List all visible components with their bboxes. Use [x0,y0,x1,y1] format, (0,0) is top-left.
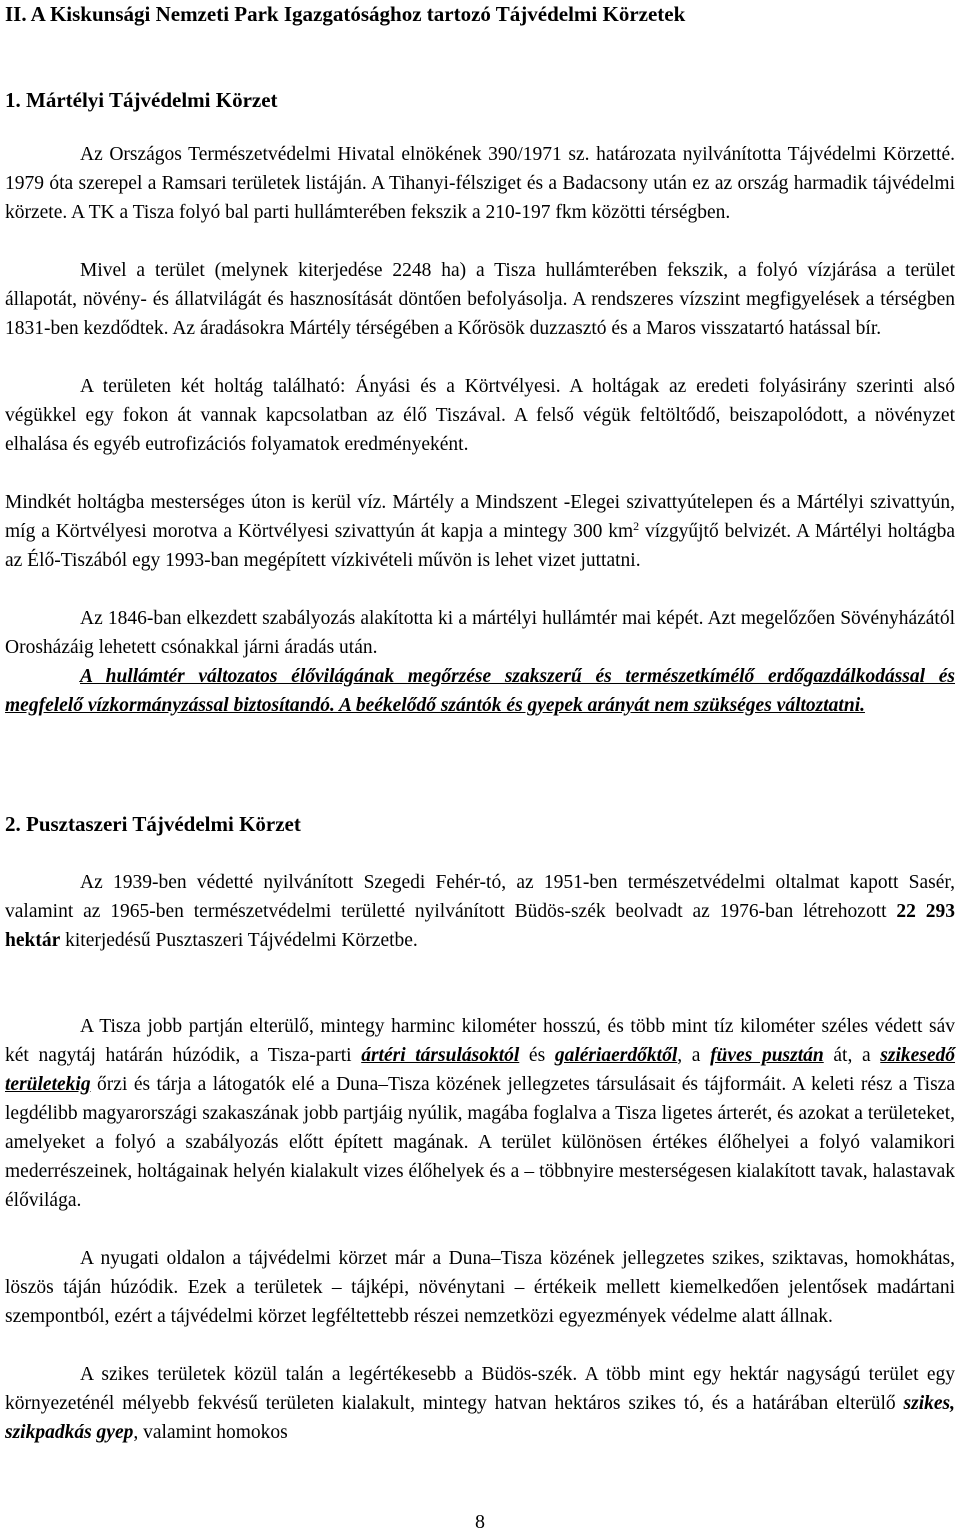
section-2-paragraph-1 [5,868,955,955]
section-1-paragraph-2: Mivel a terület (melynek kiterjedése 2248 ha) a Tisza hullámterében fekszik, a folyó vízjárása a terület állapotát, növény- és állatvilágát és hasznosítását döntően befolyásolja. A rendszeres vízszint megfigyelések a térségben 1831-ben kezdődtek. Az áradásokra Mártély térségében a Kőrösök duzzasztó és a Maros visszatartó hatással bír. [5,260,955,339]
s2p2-text-e: , a [677,1045,711,1066]
section-1-paragraph-4 [5,488,955,575]
section-1-paragraph-3: A területen két holtág található: Ányási és a Körtvélyesi. A holtágak az eredeti folyásirány szerinti alsó végükkel egy fokon át vannak kapcsolatban az élő Tiszával. A felső végük feltöltődő, beiszapolódott, a növényzet elhalása és egyéb eutrofizációs folyamatok eredményeként. [5,376,955,455]
section-1-paragraph-5: Az 1846-ban elkezdett szabályozás alakította ki a mártélyi hullámtér mai képét. Azt megelőzően Sövényházától Orosházáig lehetett csónakkal járni áradás után. [5,608,955,658]
s2p2-text-c: és [519,1045,555,1066]
section-1-title: 1. Mártélyi Tájvédelmi Körzet [5,88,278,112]
s2p2-emph-szikesedo: szikesedő területekig [5,1045,956,1095]
s2p2-text-g: át, a [823,1045,881,1066]
s2p2-emph-fuves: füves pusztán [710,1045,824,1066]
section-2-paragraph-2 [5,1012,955,1215]
s2p1-text-a: Az 1939-ben védetté nyilvánított Szegedi Fehér-tó, az 1951-ben természetvédelmi oltalmat kapott Sasér, valamint az 1965-ben természetvédelmi területté nyilvánított Büdös-szék beolvadt az 1976-ban létrehozott [5,872,955,922]
section-1-paragraph-6: A hullámtér változatos élővilágának megőrzése szakszerű és természetkímélő erdőgazdálkodással és megfelelő vízkormányzással biztosítandó. A beékelődő szántók és gyepek arányát nem szükséges változtatni. [5,666,955,716]
section-1-paragraph-1: Az Országos Természetvédelmi Hivatal elnökének 390/1971 sz. határozata nyilvánította Tájvédelmi Körzetté. 1979 óta szerepel a Ramsari területek listáján. A Tihanyi-félsziget és a Badacsony után ez az ország harmadik tájvédelmi körzete. A TK a Tisza folyó bal parti hullámterében fekszik a 210-197 fkm közötti térségben. [5,144,955,223]
section-2-paragraph-3: A nyugati oldalon a tájvédelmi körzet már a Duna–Tisza közének jellegzetes szikes, sziktavas, homokhátas, löszös táján húzódik. Ezek a területek – tájképi, növénytani – értékeik mellett kiemelkedően jelentősek madártani szempontból, ezért a tájvédelmi körzet legféltettebb részei nemzetközi egyezmények védelme alatt állnak. [5,1248,955,1327]
s2p4-text-c: , valamint homokos [133,1422,288,1443]
page-number: 8 [475,1511,485,1533]
s2p4-emph-szikes: szikes, szikpadkás gyep [5,1393,955,1443]
s2p2-emph-galeria: galériaerdőktől [554,1045,678,1066]
s2p1-area-bold: 22 293 hektár [5,901,955,951]
p4-text-b: vízgyűjtő belvizét. A Mártélyi holtágba az Élő-Tiszából egy 1993-ban megépített vízkivételi művön is lehet vizet juttatni. [5,521,955,571]
s2p4-text-a: A szikes területek közül talán a legértékesebb a Büdös-szék. A több mint egy hektár nagyságú terület egy környezeténél mélyebb fekvésű területen kialakult, mintegy hatvan hektáros szikes tó, és a határában elterülő [5,1364,955,1414]
s2p2-text-i: őrzi és tárja a látogatók elé a Duna–Tisza közének jellegzetes társulásait és tájformáit. A keleti rész a Tisza legdélibb magyarországi szakaszának jobb partjáig nyúlik, magába foglalva a Tisza ligetes árterét, és azokat a területeket, amelyeket a folyó a szabályozás előtt épített magának. A terület különösen értékes élőhelyei a folyó valamikori mederrészeinek, holtágainak helyén kialakult vizes élőhelyek és a – többnyire mesterségesen kialakított tavak, halastavak élővilága. [5,1074,955,1211]
s2p2-text-a: A Tisza jobb partján elterülő, mintegy harminc kilométer hosszú, és több mint tíz kilométer széles védett sáv két nagytáj határán húzódik, a Tisza-parti [5,1016,955,1066]
p4-text-a: Mindkét holtágba mesterséges úton is kerül víz. Mártély a Mindszent -Elegei szivattyútelepen és a Mártélyi szivattyún, míg a Körtvélyesi morotva a Körtvélyesi szivattyún át kapja a mintegy 300 km [5,492,955,542]
section-2-paragraph-4 [5,1360,955,1447]
chapter-heading: II. A Kiskunsági Nemzeti Park Igazgatósághoz tartozó Tájvédelmi Körzetek [5,2,686,26]
s2p2-emph-arteri: ártéri társulásoktól [361,1045,520,1066]
section-2-title: 2. Pusztaszeri Tájvédelmi Körzet [5,812,301,836]
p4-superscript: 2 [633,519,640,533]
s2p1-text-c: kiterjedésű Pusztaszeri Tájvédelmi Körzetbe. [60,930,418,951]
